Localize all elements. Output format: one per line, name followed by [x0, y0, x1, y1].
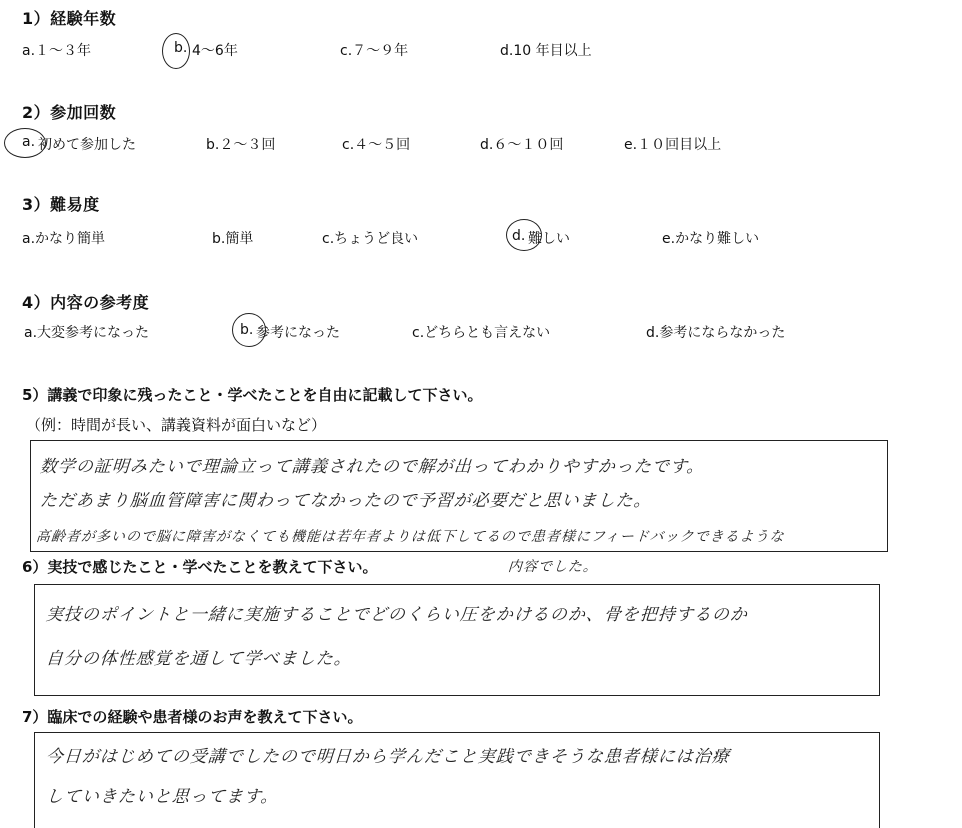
- handwritten-answer-line: 自分の体性感覚を通して学べました。: [45, 649, 353, 669]
- q4-option-b: 参考になった: [256, 325, 340, 341]
- q4-option-b-letter: b.: [240, 322, 254, 338]
- handwritten-answer-line: していきたいと思ってます。: [45, 787, 280, 807]
- q1-option-d: d.10 年目以上: [500, 43, 592, 59]
- question-3-title: 3）難易度: [22, 195, 100, 214]
- q3-option-b: b.簡単: [212, 231, 254, 247]
- handwritten-answer-line: 今日がはじめての受講でしたので明日から学んだこと実践できそうな患者様には治療: [45, 747, 731, 767]
- question-4-title: 4）内容の参考度: [22, 293, 150, 312]
- q3-option-c: c.ちょうど良い: [322, 231, 419, 247]
- question-7-title: 7）臨床での経験や患者様のお声を教えて下さい。: [22, 708, 363, 726]
- question-1-title: 1）経験年数: [22, 9, 117, 28]
- q2-option-c: c.４〜５回: [342, 137, 411, 153]
- q3-option-d-letter: d.: [512, 228, 526, 244]
- question-2-title: 2）参加回数: [22, 103, 117, 122]
- q2-option-d: d.６〜１０回: [480, 137, 564, 153]
- q1-option-c: c.７〜９年: [340, 43, 409, 59]
- handwritten-answer-line: 内容でした。: [507, 559, 599, 575]
- q3-option-a: a.かなり簡単: [22, 231, 106, 247]
- q4-option-d: d.参考にならなかった: [646, 325, 786, 341]
- question-5-title: 5）講義で印象に残ったこと・学べたことを自由に記載して下さい。: [22, 386, 483, 404]
- q4-option-c: c.どちらとも言えない: [412, 325, 551, 341]
- handwritten-answer-line: 高齢者が多いので脳に障害がなくても機能は若年者よりは低下してるので患者様にフィードバックできるような: [35, 529, 786, 545]
- handwritten-answer-line: 数学の証明みたいで理論立って講義されたので解が出ってわかりやすかったです。: [39, 457, 706, 477]
- question-5-example: （例：時間が長い、講義資料が面白いなど）: [26, 416, 327, 434]
- q4-option-a: a.大変参考になった: [24, 325, 150, 341]
- handwritten-answer-line: 実技のポイントと一緒に実施することでどのくらい圧をかけるのか、骨を把持するのか: [45, 605, 749, 625]
- q2-option-a-letter: a.: [22, 134, 36, 150]
- q1-option-a: a.１〜３年: [22, 43, 92, 59]
- q1-option-b-letter: b.: [174, 40, 188, 56]
- handwritten-answer-line: ただあまり脳血管障害に関わってなかったので予習が必要だと思いました。: [39, 491, 653, 511]
- question-6-title: 6）実技で感じたこと・学べたことを教えて下さい。: [22, 558, 378, 576]
- q2-option-a: 初めて参加した: [38, 137, 136, 153]
- q1-option-b: 4〜6年: [192, 43, 238, 59]
- q3-option-d: 難しい: [528, 231, 570, 247]
- q2-option-b: b.２〜３回: [206, 137, 276, 153]
- q3-option-e: e.かなり難しい: [662, 231, 760, 247]
- q2-option-e: e.１０回目以上: [624, 137, 722, 153]
